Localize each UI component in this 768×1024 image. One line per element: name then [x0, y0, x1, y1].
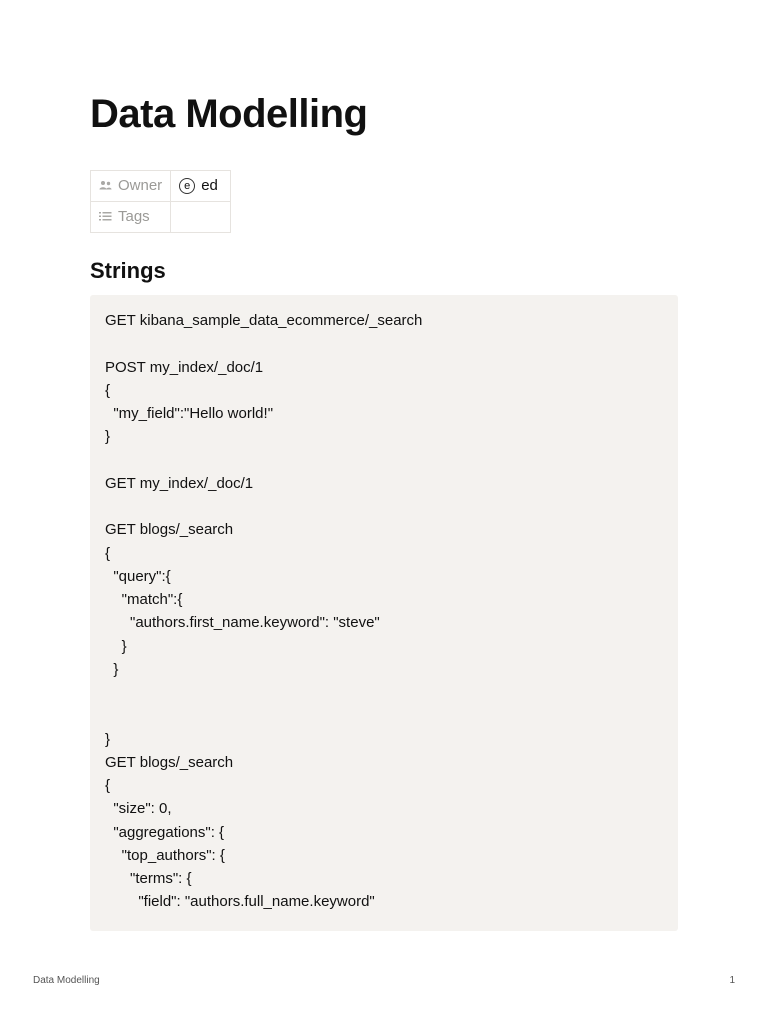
property-label-owner: Owner: [118, 177, 163, 195]
property-value-tags[interactable]: [171, 202, 231, 233]
code-block[interactable]: [90, 295, 678, 931]
avatar: e: [179, 178, 195, 194]
footer-doc-title: Data Modelling: [33, 975, 100, 986]
property-row-owner: [91, 171, 231, 202]
footer-page-number: 1: [729, 975, 735, 986]
section-heading: Strings: [90, 258, 166, 283]
owner-name: ed: [201, 177, 218, 195]
property-key-owner: [91, 171, 171, 202]
property-key-tags: [91, 202, 171, 233]
property-value-owner[interactable]: [171, 171, 231, 202]
property-label-tags: Tags: [118, 208, 150, 226]
property-row-tags: [91, 202, 231, 233]
code-text: GET kibana_sample_data_ecommerce/_search POST my_index/_doc/1 { "my_field":"Hello world!" } GET my_index/_doc/1 GET blogs/_search { "query":{ "match":{ "authors.first_name.keyword": "steve" } } } GET blogs/_search { "size": 0, "aggregations": { "top_authors": { "terms": { "field": "authors.full_name.keyword": [105, 312, 423, 911]
properties-table: [90, 170, 231, 233]
people-icon: [99, 177, 113, 194]
list-icon: [99, 208, 113, 225]
page-title: Data Modelling: [90, 92, 368, 136]
